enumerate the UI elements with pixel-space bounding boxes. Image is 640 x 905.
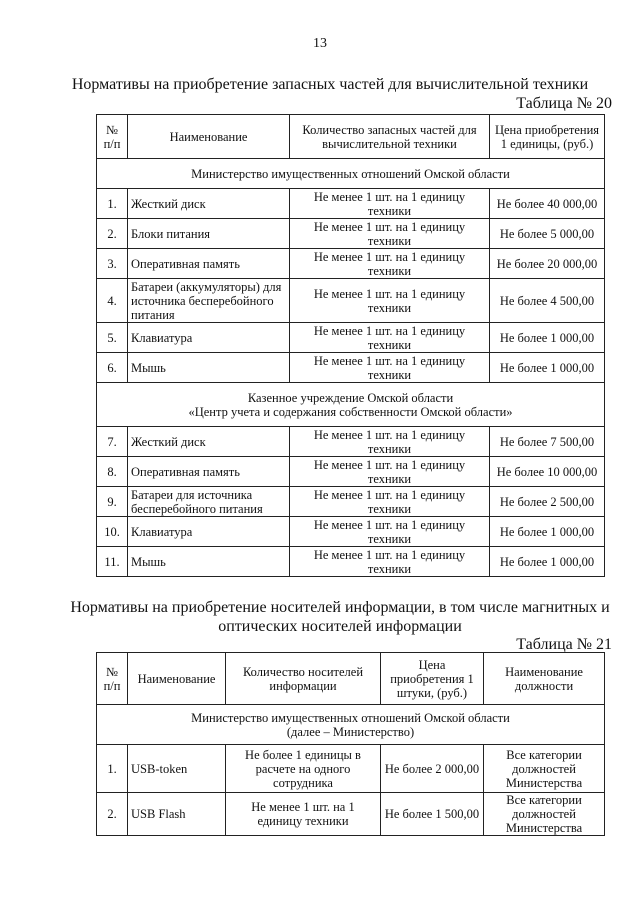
row-qty: Не более 1 единицы в расчете на одного сотрудника xyxy=(226,745,381,793)
table-row xyxy=(97,279,605,323)
row-price: Не более 5 000,00 xyxy=(490,219,605,249)
row-price: Не более 10 000,00 xyxy=(490,457,605,487)
table21-title: Нормативы на приобретение носителей информации, в том числе магнитных и оптических носителей информации xyxy=(70,599,610,635)
row-qty: Не менее 1 шт. на 1 единицу техники xyxy=(290,427,490,457)
section-title-line2: «Центр учета и содержания собственности Омской области» xyxy=(188,404,513,419)
row-price: Не более 1 000,00 xyxy=(490,517,605,547)
row-price: Не более 2 000,00 xyxy=(381,745,484,793)
row-num: 6. xyxy=(97,353,128,383)
table-row xyxy=(97,353,605,383)
header-qty: Количество запасных частей для вычислительной техники xyxy=(290,115,490,159)
row-price: Не более 1 000,00 xyxy=(490,353,605,383)
section-title xyxy=(97,383,605,427)
row-name: Батареи (аккумуляторы) для источника бесперебойного питания xyxy=(128,279,290,323)
table-header-row xyxy=(97,115,605,159)
table-row xyxy=(97,487,605,517)
row-num: 3. xyxy=(97,249,128,279)
section-title-line1: Казенное учреждение Омской области xyxy=(247,390,454,405)
table-21 xyxy=(96,652,605,836)
header-num: № п/п xyxy=(97,115,128,159)
table20-label: Таблица № 20 xyxy=(516,95,612,112)
row-name: USB-token xyxy=(128,745,226,793)
row-name: Мышь xyxy=(128,353,290,383)
table-header-row xyxy=(97,653,605,705)
table-row xyxy=(97,323,605,353)
table20-group2 xyxy=(97,427,605,577)
row-num: 7. xyxy=(97,427,128,457)
header-position: Наименование должности xyxy=(484,653,605,705)
table-row xyxy=(97,793,605,836)
row-price: Не более 2 500,00 xyxy=(490,487,605,517)
row-qty: Не менее 1 шт. на 1 единицу техники xyxy=(290,249,490,279)
page-number: 13 xyxy=(313,36,327,51)
header-qty: Количество носителей информации xyxy=(226,653,381,705)
row-name: Мышь xyxy=(128,547,290,577)
table-row xyxy=(97,745,605,793)
row-num: 1. xyxy=(97,189,128,219)
row-name: USB Flash xyxy=(128,793,226,836)
section-row xyxy=(97,383,605,427)
row-name: Клавиатура xyxy=(128,517,290,547)
table-row xyxy=(97,189,605,219)
section-title-line1: Министерство имущественных отношений Омской области xyxy=(191,710,510,725)
row-name: Оперативная память xyxy=(128,249,290,279)
row-qty: Не менее 1 шт. на 1 единицу техники xyxy=(290,517,490,547)
row-qty: Не менее 1 шт. на 1 единицу техники xyxy=(290,189,490,219)
row-qty: Не менее 1 шт. на 1 единицу техники xyxy=(290,487,490,517)
table-row xyxy=(97,457,605,487)
row-position: Все категории должностей Министерства xyxy=(484,793,605,836)
table-row xyxy=(97,219,605,249)
row-name: Блоки питания xyxy=(128,219,290,249)
row-price: Не более 40 000,00 xyxy=(490,189,605,219)
row-qty: Не менее 1 шт. на 1 единицу техники xyxy=(290,323,490,353)
header-price: Цена приобретения 1 единицы, (руб.) xyxy=(490,115,605,159)
row-num: 10. xyxy=(97,517,128,547)
row-name: Жесткий диск xyxy=(128,427,290,457)
table20-title: Нормативы на приобретение запасных частей для вычислительной техники xyxy=(71,76,589,93)
table-row xyxy=(97,249,605,279)
row-position: Все категории должностей Министерства xyxy=(484,745,605,793)
row-price: Не более 4 500,00 xyxy=(490,279,605,323)
row-qty: Не менее 1 шт. на 1 единицу техники xyxy=(290,279,490,323)
section-row xyxy=(97,705,605,745)
row-price: Не более 1 000,00 xyxy=(490,323,605,353)
table21-group1 xyxy=(97,745,605,836)
row-num: 4. xyxy=(97,279,128,323)
row-num: 2. xyxy=(97,793,128,836)
row-num: 9. xyxy=(97,487,128,517)
row-price: Не более 7 500,00 xyxy=(490,427,605,457)
table-20 xyxy=(96,114,605,577)
table20-group1 xyxy=(97,189,605,383)
header-name: Наименование xyxy=(128,115,290,159)
row-num: 11. xyxy=(97,547,128,577)
table-row xyxy=(97,517,605,547)
row-name: Клавиатура xyxy=(128,323,290,353)
table21-label: Таблица № 21 xyxy=(516,636,612,653)
row-price: Не более 1 500,00 xyxy=(381,793,484,836)
row-qty: Не менее 1 шт. на 1 единицу техники xyxy=(290,353,490,383)
row-name: Оперативная память xyxy=(128,457,290,487)
row-name: Батареи для источника бесперебойного питания xyxy=(128,487,290,517)
row-num: 5. xyxy=(97,323,128,353)
row-price: Не более 20 000,00 xyxy=(490,249,605,279)
row-num: 8. xyxy=(97,457,128,487)
row-num: 2. xyxy=(97,219,128,249)
row-qty: Не менее 1 шт. на 1 единицу техники xyxy=(290,219,490,249)
section-row xyxy=(97,159,605,189)
row-price: Не более 1 000,00 xyxy=(490,547,605,577)
section-title: Министерство имущественных отношений Омской области xyxy=(97,159,605,189)
table-row xyxy=(97,427,605,457)
section-title xyxy=(97,705,605,745)
header-name: Наименование xyxy=(128,653,226,705)
row-qty: Не менее 1 шт. на 1 единицу техники xyxy=(290,547,490,577)
row-num: 1. xyxy=(97,745,128,793)
header-num: № п/п xyxy=(97,653,128,705)
row-name: Жесткий диск xyxy=(128,189,290,219)
row-qty: Не менее 1 шт. на 1 единицу техники xyxy=(226,793,381,836)
row-qty: Не менее 1 шт. на 1 единицу техники xyxy=(290,457,490,487)
section-title-line2: (далее – Министерство) xyxy=(286,724,415,739)
table-row xyxy=(97,547,605,577)
header-price: Цена приобретения 1 штуки, (руб.) xyxy=(381,653,484,705)
